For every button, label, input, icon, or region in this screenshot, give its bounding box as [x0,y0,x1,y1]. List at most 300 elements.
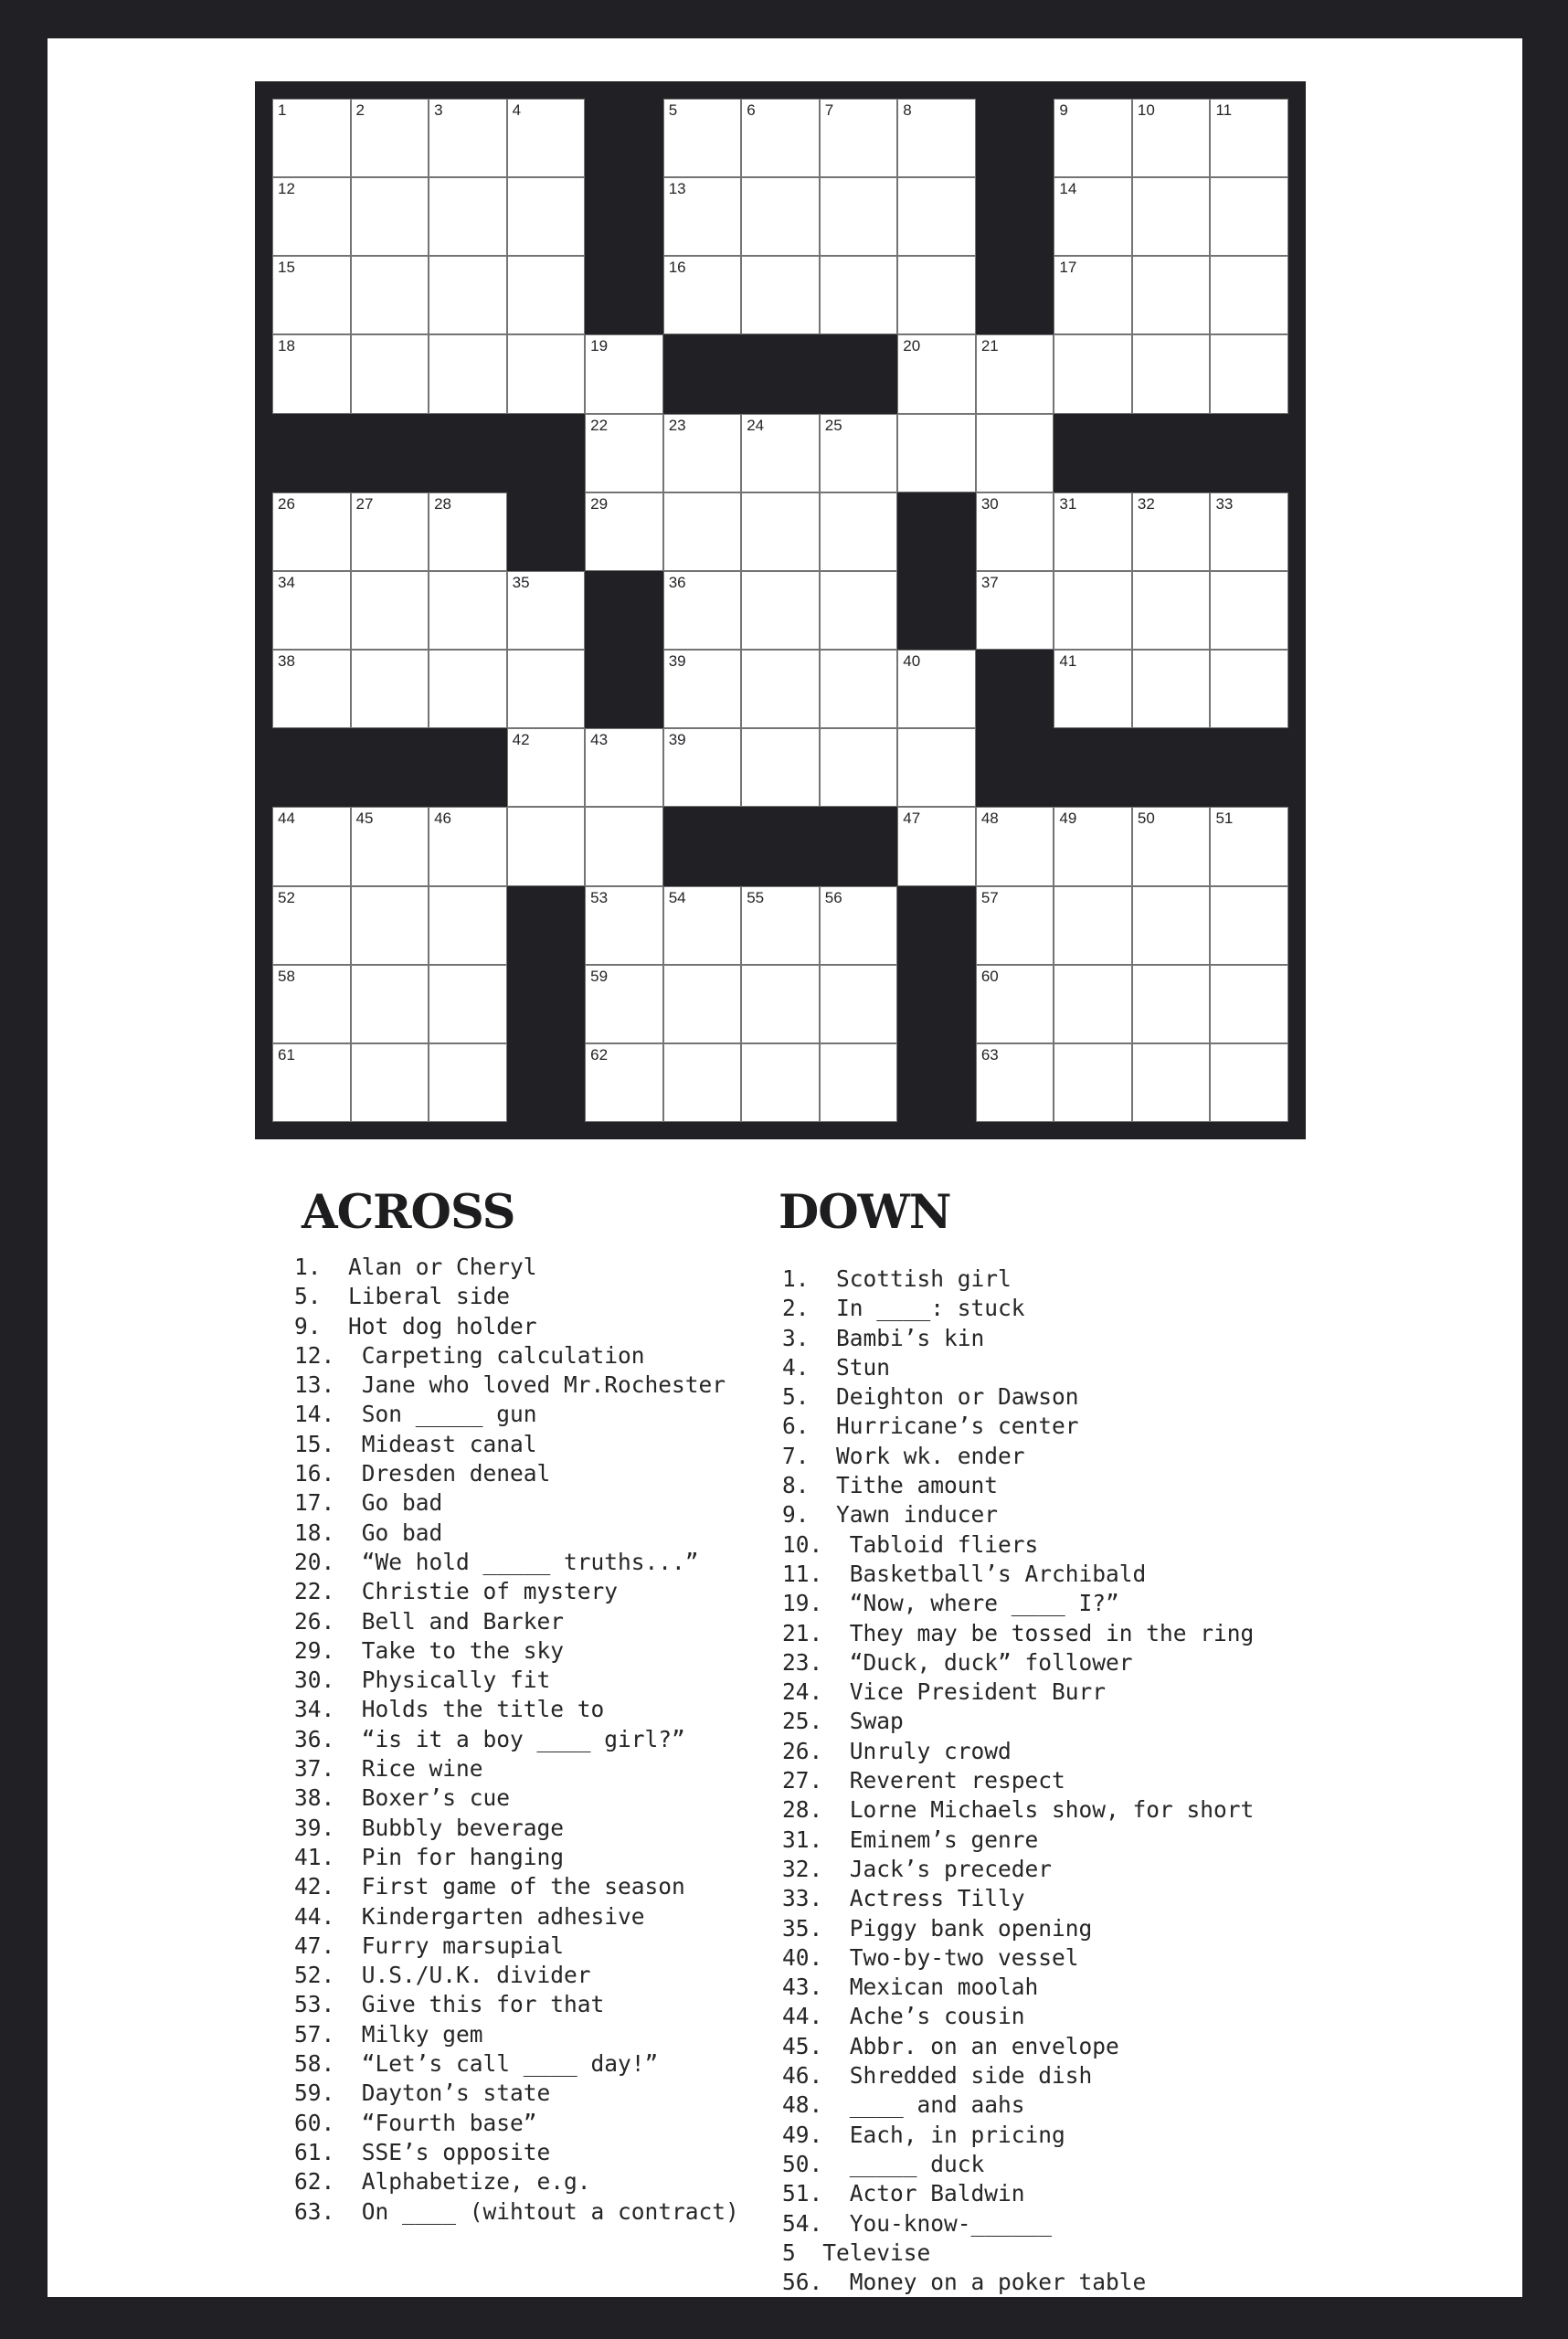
cell-number: 32 [1137,494,1155,513]
down-clue-56: 56. Money on a poker table [782,2269,1147,2296]
across-clue-61: 61. SSE’s opposite [294,2138,551,2165]
down-clue-19: 19. “Now, where ____ I?” [782,1590,1119,1617]
grid-cell-r12-c13[interactable] [1210,965,1288,1043]
black-cell-r9-c12 [1132,728,1211,807]
cell-number: 3 [434,101,443,119]
across-clue-57: 57. Milky gem [294,2020,483,2048]
black-cell-r8-c5 [585,650,663,728]
grid-cell-r12-c12[interactable] [1132,965,1211,1043]
across-clue-62: 62. Alphabetize, e.g. [294,2168,591,2196]
grid-cell-r13-c11[interactable] [1054,1043,1132,1122]
cell-number: 31 [1059,494,1077,513]
black-cell-r7-c5 [585,571,663,650]
across-clue-59: 59. Dayton’s state [294,2080,551,2107]
black-cell-r13-c9 [897,1043,976,1122]
grid-cell-r1-c2[interactable] [351,99,429,177]
black-cell-r5-c11 [1054,414,1132,492]
grid-cell-r12-c1[interactable] [272,965,351,1043]
cell-number: 40 [903,652,921,671]
grid-cell-r2-c13[interactable] [1210,177,1288,256]
cell-number: 9 [1059,101,1068,119]
grid-cell-r2-c2[interactable] [351,177,429,256]
grid-cell-r10-c11[interactable] [1054,807,1132,885]
across-clue-16: 16. Dresden deneal [294,1460,551,1487]
grid-cell-r8-c3[interactable] [429,650,507,728]
across-clue-13: 13. Jane who loved Mr.Rochester [294,1371,726,1399]
grid-cell-r8-c11[interactable] [1054,650,1132,728]
black-cell-r9-c13 [1210,728,1288,807]
across-clue-18: 18. Go bad [294,1519,443,1546]
grid-cell-r11-c2[interactable] [351,886,429,965]
across-clue-34: 34. Holds the title to [294,1696,605,1723]
across-clue-39: 39. Bubbly beverage [294,1814,565,1841]
cell-number: 58 [278,967,295,985]
grid-cell-r3-c2[interactable] [351,256,429,334]
cell-number: 11 [1215,101,1233,119]
down-clue-50: 50. _____ duck [782,2150,985,2177]
grid-cell-r2-c9[interactable] [897,177,976,256]
grid-cell-r5-c5[interactable] [585,414,663,492]
cell-number: 50 [1137,810,1155,828]
down-clue-5: 5 Televise [782,2238,931,2266]
black-cell-r9-c10 [976,728,1054,807]
across-clue-41: 41. Pin for hanging [294,1843,565,1870]
grid-cell-r12-c5[interactable] [585,965,663,1043]
cell-number: 39 [668,652,686,671]
cell-number: 44 [278,810,295,828]
cell-number: 57 [980,888,999,906]
black-cell-r7-c9 [897,571,976,650]
cell-number: 28 [434,494,451,513]
down-clue-40: 40. Two-by-two vessel [782,1943,1079,1971]
down-clue-31: 31. Eminem’s genre [782,1826,1039,1853]
cell-number: 55 [747,888,765,906]
black-cell-r5-c2 [351,414,429,492]
grid-cell-r6-c11[interactable] [1054,492,1132,571]
grid-cell-r8-c1[interactable] [272,650,351,728]
black-cell-r8-c10 [976,650,1054,728]
black-cell-r5-c3 [429,414,507,492]
cell-number: 21 [980,337,999,355]
cell-number: 2 [355,101,365,119]
grid-cell-r7-c1[interactable] [272,571,351,650]
cell-number: 20 [903,337,921,355]
grid-cell-r1-c6[interactable] [663,99,742,177]
black-cell-r5-c13 [1210,414,1288,492]
across-clue-1: 1. Alan or Cheryl [294,1254,537,1280]
grid-cell-r4-c2[interactable] [351,334,429,413]
grid-cell-r7-c10[interactable] [976,571,1054,650]
across-clue-15: 15. Mideast canal [294,1430,537,1457]
down-clue-8: 8. Tithe amount [782,1472,999,1499]
grid-cell-r4-c11[interactable] [1054,334,1132,413]
cell-number: 51 [1215,810,1234,828]
grid-cell-r6-c13[interactable] [1210,492,1288,571]
black-cell-r3-c10 [976,256,1054,334]
grid-cell-r3-c4[interactable] [507,256,586,334]
grid-cell-r7-c13[interactable] [1210,571,1288,650]
down-clue-32: 32. Jack’s preceder [782,1855,1053,1882]
down-clue-51: 51. Actor Baldwin [782,2180,1025,2207]
across-clue-17: 17. Go bad [294,1489,443,1517]
cell-number: 26 [278,494,295,513]
grid-cell-r3-c8[interactable] [820,256,898,334]
across-clue-63: 63. On ____ (wihtout a contract) [294,2197,739,2225]
across-clue-12: 12. Carpeting calculation [294,1341,645,1369]
black-cell-r4-c6 [663,334,742,413]
grid-cell-r8-c12[interactable] [1132,650,1211,728]
cell-number: 63 [980,1045,999,1064]
grid-cell-r2-c3[interactable] [429,177,507,256]
grid-cell-r4-c9[interactable] [897,334,976,413]
down-clue-6: 6. Hurricane’s center [782,1413,1079,1440]
grid-cell-r4-c12[interactable] [1132,334,1211,413]
down-clue-54: 54. You-know-______ [782,2209,1053,2237]
cell-number: 48 [980,810,999,828]
black-cell-r1-c10 [976,99,1054,177]
grid-cell-r8-c2[interactable] [351,650,429,728]
down-clue-10: 10. Tabloid fliers [782,1530,1039,1558]
cell-number: 38 [278,652,295,671]
cell-number: 36 [668,573,686,591]
black-cell-r2-c10 [976,177,1054,256]
black-cell-r9-c1 [272,728,351,807]
grid-cell-r6-c7[interactable] [741,492,820,571]
down-clue-33: 33. Actress Tilly [782,1885,1025,1912]
across-clue-42: 42. First game of the season [294,1873,685,1900]
grid-cell-r6-c1[interactable] [272,492,351,571]
grid-cell-r11-c11[interactable] [1054,886,1132,965]
grid-cell-r11-c1[interactable] [272,886,351,965]
cell-number: 30 [980,494,999,513]
cell-number: 12 [278,180,295,198]
grid-cell-r4-c4[interactable] [507,334,586,413]
grid-cell-r7-c12[interactable] [1132,571,1211,650]
grid-cell-r8-c13[interactable] [1210,650,1288,728]
grid-cell-r1-c4[interactable] [507,99,586,177]
across-clue-37: 37. Rice wine [294,1755,483,1783]
grid-cell-r10-c3[interactable] [429,807,507,885]
grid-cell-r13-c10[interactable] [976,1043,1054,1122]
across-clue-52: 52. U.S./U.K. divider [294,1962,591,1989]
down-clue-4: 4. Stun [782,1353,891,1381]
down-clue-7: 7. Work wk. ender [782,1442,1025,1469]
grid-cell-r6-c2[interactable] [351,492,429,571]
down-clue-1: 1. Scottish girl [782,1265,1012,1292]
across-clue-60: 60. “Fourth base” [294,2109,537,2136]
cell-number: 5 [668,101,678,119]
grid-cell-r6-c8[interactable] [820,492,898,571]
grid-cell-r9-c4[interactable] [507,728,586,807]
grid-cell-r8-c4[interactable] [507,650,586,728]
grid-cell-r13-c6[interactable] [663,1043,742,1122]
grid-cell-r11-c12[interactable] [1132,886,1211,965]
down-clue-49: 49. Each, in pricing [782,2121,1065,2148]
grid-cell-r11-c5[interactable] [585,886,663,965]
down-clue-45: 45. Abbr. on an envelope [782,2032,1119,2059]
grid-cell-r13-c3[interactable] [429,1043,507,1122]
grid-cell-r11-c13[interactable] [1210,886,1288,965]
cell-number: 29 [590,494,609,513]
grid-cell-r8-c9[interactable] [897,650,976,728]
grid-cell-r4-c3[interactable] [429,334,507,413]
cell-number: 46 [434,810,451,828]
cell-number: 15 [278,259,295,277]
grid-cell-r1-c11[interactable] [1054,99,1132,177]
cell-number: 45 [355,810,374,828]
across-clue-22: 22. Christie of mystery [294,1578,619,1605]
down-clue-24: 24. Vice President Burr [782,1678,1107,1706]
grid-cell-r11-c7[interactable] [741,886,820,965]
grid-cell-r6-c3[interactable] [429,492,507,571]
grid-cell-r7-c4[interactable] [507,571,586,650]
crossword-grid [272,99,1288,1122]
grid-cell-r10-c2[interactable] [351,807,429,885]
down-clue-3: 3. Bambi’s kin [782,1324,985,1351]
grid-cell-r1-c3[interactable] [429,99,507,177]
grid-cell-r4-c1[interactable] [272,334,351,413]
cell-number: 62 [590,1045,609,1064]
grid-cell-r5-c6[interactable] [663,414,742,492]
grid-cell-r7-c7[interactable] [741,571,820,650]
grid-cell-r7-c3[interactable] [429,571,507,650]
black-cell-r11-c4 [507,886,586,965]
black-cell-r5-c1 [272,414,351,492]
grid-cell-r3-c1[interactable] [272,256,351,334]
grid-cell-r13-c8[interactable] [820,1043,898,1122]
across-clue-29: 29. Take to the sky [294,1636,565,1664]
across-clue-20: 20. “We hold _____ truths...” [294,1548,699,1575]
across-clue-list [294,1253,739,2227]
grid-cell-r3-c7[interactable] [741,256,820,334]
black-cell-r4-c8 [820,334,898,413]
cell-number: 10 [1137,101,1155,119]
down-clue-2: 2. In ____: stuck [782,1295,1025,1322]
grid-cell-r2-c1[interactable] [272,177,351,256]
grid-cell-r4-c13[interactable] [1210,334,1288,413]
grid-cell-r3-c6[interactable] [663,256,742,334]
grid-cell-r11-c10[interactable] [976,886,1054,965]
grid-cell-r12-c7[interactable] [741,965,820,1043]
black-cell-r9-c3 [429,728,507,807]
down-clue-27: 27. Reverent respect [782,1767,1065,1794]
down-clue-28: 28. Lorne Michaels show, for short [782,1796,1255,1824]
cell-number: 14 [1059,180,1077,198]
cell-number: 60 [980,967,999,985]
down-clue-11: 11. Basketball’s Archibald [782,1560,1147,1587]
grid-cell-r5-c9[interactable] [897,414,976,492]
cell-number: 7 [824,101,834,119]
cell-number: 24 [747,416,765,434]
grid-cell-r9-c6[interactable] [663,728,742,807]
across-clue-53: 53. Give this for that [294,1991,605,2018]
down-clue-23: 23. “Duck, duck” follower [782,1648,1133,1676]
grid-cell-r1-c13[interactable] [1210,99,1288,177]
grid-cell-r2-c12[interactable] [1132,177,1211,256]
grid-cell-r4-c10[interactable] [976,334,1054,413]
grid-cell-r9-c8[interactable] [820,728,898,807]
cell-number: 25 [824,416,842,434]
cell-number: 16 [668,259,686,277]
grid-cell-r8-c7[interactable] [741,650,820,728]
cell-number: 33 [1215,494,1234,513]
black-cell-r1-c5 [585,99,663,177]
grid-cell-r5-c8[interactable] [820,414,898,492]
cell-number: 37 [980,573,999,591]
grid-cell-r3-c13[interactable] [1210,256,1288,334]
grid-cell-r2-c11[interactable] [1054,177,1132,256]
grid-cell-r3-c12[interactable] [1132,256,1211,334]
grid-cell-r12-c10[interactable] [976,965,1054,1043]
grid-cell-r12-c11[interactable] [1054,965,1132,1043]
black-cell-r9-c11 [1054,728,1132,807]
grid-cell-r12-c8[interactable] [820,965,898,1043]
across-clue-14: 14. Son _____ gun [294,1401,537,1428]
down-clue-9: 9. Yawn inducer [782,1501,999,1529]
cell-number: 6 [747,101,756,119]
grid-cell-r2-c7[interactable] [741,177,820,256]
black-cell-r2-c5 [585,177,663,256]
black-cell-r10-c8 [820,807,898,885]
grid-cell-r13-c5[interactable] [585,1043,663,1122]
down-clue-35: 35. Piggy bank opening [782,1914,1093,1942]
grid-cell-r13-c2[interactable] [351,1043,429,1122]
down-clue-25: 25. Swap [782,1708,904,1735]
black-cell-r6-c9 [897,492,976,571]
cell-number: 19 [590,337,609,355]
cell-number: 61 [278,1045,295,1064]
grid-cell-r10-c13[interactable] [1210,807,1288,885]
grid-cell-r9-c7[interactable] [741,728,820,807]
cell-number: 17 [1059,259,1077,277]
down-clue-26: 26. Unruly crowd [782,1737,1012,1764]
down-heading: DOWN [779,1185,951,1240]
grid-cell-r3-c3[interactable] [429,256,507,334]
grid-cell-r13-c7[interactable] [741,1043,820,1122]
black-cell-r3-c5 [585,256,663,334]
down-clue-44: 44. Ache’s cousin [782,2003,1025,2030]
across-clue-47: 47. Furry marsupial [294,1932,565,1959]
black-cell-r10-c6 [663,807,742,885]
grid-cell-r7-c11[interactable] [1054,571,1132,650]
grid-cell-r6-c6[interactable] [663,492,742,571]
down-clue-48: 48. ____ and aahs [782,2091,1025,2119]
grid-cell-r6-c12[interactable] [1132,492,1211,571]
grid-cell-r10-c10[interactable] [976,807,1054,885]
grid-cell-r1-c9[interactable] [897,99,976,177]
grid-cell-r10-c9[interactable] [897,807,976,885]
cell-number: 8 [903,101,912,119]
black-cell-r5-c12 [1132,414,1211,492]
black-cell-r13-c4 [507,1043,586,1122]
grid-cell-r12-c2[interactable] [351,965,429,1043]
down-clue-list [782,1265,1254,2297]
across-clue-26: 26. Bell and Barker [294,1607,565,1635]
grid-cell-r13-c12[interactable] [1132,1043,1211,1122]
cell-number: 43 [590,731,609,749]
across-clue-44: 44. Kindergarten adhesive [294,1902,645,1930]
across-clue-30: 30. Physically fit [294,1667,551,1694]
down-clue-5: 5. Deighton or Dawson [782,1383,1079,1411]
black-cell-r12-c9 [897,965,976,1043]
cell-number: 52 [278,888,295,906]
grid-cell-r1-c1[interactable] [272,99,351,177]
grid-cell-r10-c1[interactable] [272,807,351,885]
down-clue-46: 46. Shredded side dish [782,2062,1093,2090]
cell-number: 42 [512,731,530,749]
black-cell-r9-c2 [351,728,429,807]
grid-cell-r7-c2[interactable] [351,571,429,650]
grid-cell-r9-c5[interactable] [585,728,663,807]
grid-cell-r2-c4[interactable] [507,177,586,256]
grid-cell-r4-c5[interactable] [585,334,663,413]
grid-cell-r6-c10[interactable] [976,492,1054,571]
grid-cell-r9-c9[interactable] [897,728,976,807]
cell-number: 41 [1059,652,1077,671]
grid-cell-r1-c12[interactable] [1132,99,1211,177]
grid-cell-r10-c12[interactable] [1132,807,1211,885]
cell-number: 27 [355,494,374,513]
grid-cell-r12-c3[interactable] [429,965,507,1043]
across-clue-5: 5. Liberal side [294,1283,511,1310]
grid-cell-r3-c9[interactable] [897,256,976,334]
grid-cell-r6-c5[interactable] [585,492,663,571]
cell-number: 18 [278,337,295,355]
grid-cell-r5-c10[interactable] [976,414,1054,492]
crossword-grid-frame [255,81,1306,1139]
cell-number: 56 [824,888,842,906]
grid-cell-r7-c8[interactable] [820,571,898,650]
grid-cell-r11-c3[interactable] [429,886,507,965]
grid-cell-r13-c13[interactable] [1210,1043,1288,1122]
across-heading: ACROSS [302,1185,515,1240]
grid-cell-r3-c11[interactable] [1054,256,1132,334]
grid-cell-r11-c6[interactable] [663,886,742,965]
cell-number: 47 [903,810,921,828]
grid-cell-r7-c6[interactable] [663,571,742,650]
cell-number: 35 [512,573,530,591]
cell-number: 53 [590,888,609,906]
cell-number: 54 [668,888,686,906]
grid-cell-r5-c7[interactable] [741,414,820,492]
across-clue-9: 9. Hot dog holder [294,1312,537,1339]
grid-cell-r1-c7[interactable] [741,99,820,177]
grid-cell-r12-c6[interactable] [663,965,742,1043]
across-clue-38: 38. Boxer’s cue [294,1784,511,1812]
black-cell-r11-c9 [897,886,976,965]
grid-cell-r10-c4[interactable] [507,807,586,885]
grid-cell-r13-c1[interactable] [272,1043,351,1122]
grid-cell-r8-c8[interactable] [820,650,898,728]
cell-number: 34 [278,573,295,591]
grid-cell-r2-c8[interactable] [820,177,898,256]
cell-number: 39 [668,731,686,749]
cell-number: 22 [590,416,609,434]
down-clue-21: 21. They may be tossed in the ring [782,1619,1255,1646]
black-cell-r10-c7 [741,807,820,885]
grid-cell-r2-c6[interactable] [663,177,742,256]
grid-cell-r1-c8[interactable] [820,99,898,177]
grid-cell-r11-c8[interactable] [820,886,898,965]
black-cell-r4-c7 [741,334,820,413]
across-clue-36: 36. “is it a boy ____ girl?” [294,1725,685,1752]
grid-cell-r8-c6[interactable] [663,650,742,728]
black-cell-r6-c4 [507,492,586,571]
cell-number: 49 [1059,810,1077,828]
cell-number: 4 [512,101,522,119]
black-cell-r5-c4 [507,414,586,492]
grid-cell-r10-c5[interactable] [585,807,663,885]
